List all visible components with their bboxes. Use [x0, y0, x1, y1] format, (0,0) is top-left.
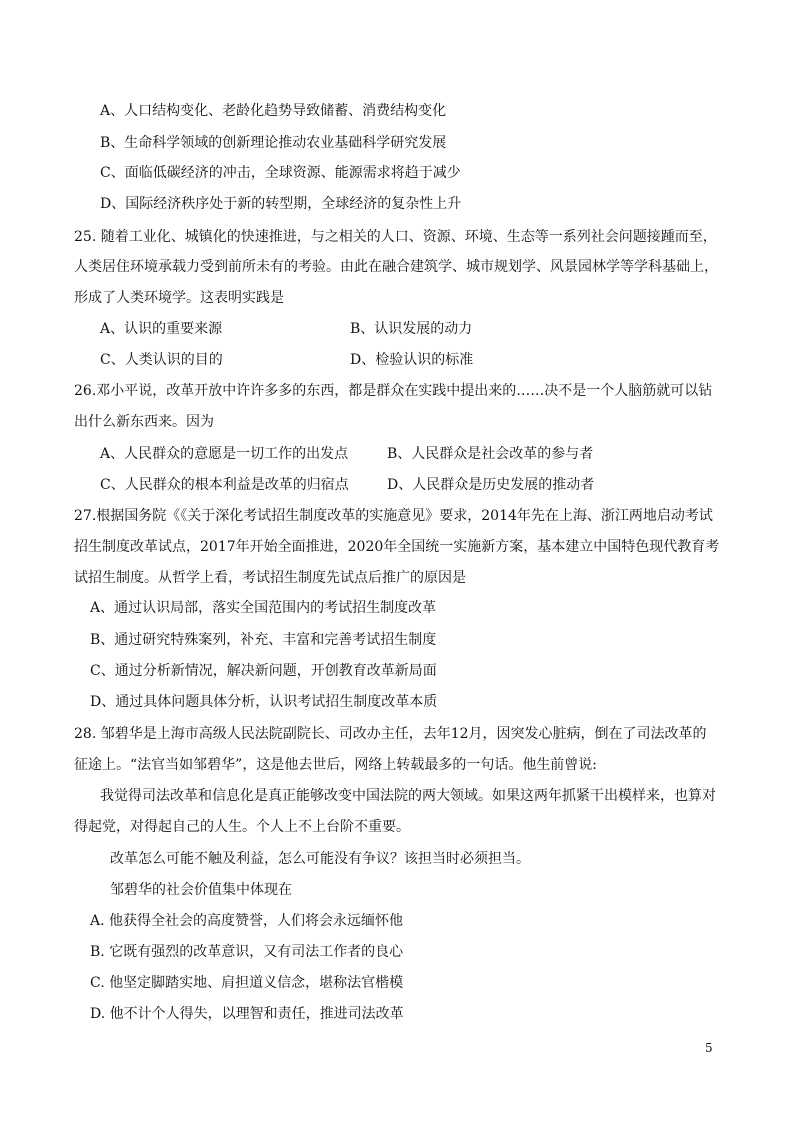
q28-option-b: B. 它既有强烈的改革意识，又有司法工作者的良心	[90, 944, 404, 960]
q24-option-c: C、面临低碳经济的冲击，全球资源、能源需求将趋于减少	[100, 165, 461, 181]
q26-stem-line-1: 26.邓小平说，改革开放中许许多多的东西，都是群众在实践中提出来的……决不是一个人脑筋就可以钻	[74, 383, 713, 399]
q24-option-a: A、人口结构变化、老龄化趋势导致储蓄、消费结构变化	[100, 103, 447, 119]
q28-option-c: C. 他坚定脚踏实地、肩担道义信念，堪称法官楷模	[90, 975, 404, 991]
q28-option-d: D. 他不计个人得失，以理智和责任，推进司法改革	[90, 1006, 404, 1022]
q27-option-b: B、通过研究特殊案列，补充、丰富和完善考试招生制度	[90, 632, 437, 648]
q26-option-d: D、人民群众是历史发展的推动者	[387, 477, 595, 493]
q28-quote-line-3: 改革怎么可能不触及利益，怎么可能没有争议？该担当时必须担当。	[110, 851, 530, 867]
q25-stem-line-1: 25. 随着工业化、城镇化的快速推进，与之相关的人口、资源、环境、生态等一系列社会问题接踵而至，	[74, 229, 717, 245]
q28-option-a: A. 他获得全社会的高度赞誉，人们将会永远缅怀他	[90, 913, 404, 929]
q25-stem-line-2: 人类居住环境承载力受到前所未有的考验。由此在融合建筑学、城市规划学、风景园林学等学科基础上，	[74, 259, 718, 275]
q25-option-c: C、人类认识的目的	[100, 352, 223, 368]
q28-stem-line-1: 28. 邹碧华是上海市高级人民法院副院长、司改办主任，去年12月，因突发心脏病，倒在了司法改革的	[74, 726, 707, 742]
q25-option-b: B、认识发展的动力	[350, 321, 473, 337]
q24-option-d: D、国际经济秩序处于新的转型期，全球经济的复杂性上升	[100, 196, 462, 212]
q25-option-a: A、认识的重要来源	[100, 321, 223, 337]
q27-stem-line-3: 试招生制度。从哲学上看，考试招生制度先试点后推广的原因是	[74, 570, 466, 586]
q27-stem-line-2: 招生制度改革试点，2017年开始全面推进，2020年全国统一实施新方案，基本建立中国特色现代教育考	[74, 539, 720, 555]
q26-option-c: C、人民群众的根本利益是改革的归宿点	[100, 477, 349, 493]
q25-option-d: D、检验认识的标准	[350, 352, 474, 368]
page-number: 5	[705, 1041, 713, 1055]
q27-option-a: A、通过认识局部，落实全国范围内的考试招生制度改革	[90, 600, 437, 616]
q26-stem-line-2: 出什么新东西来。因为	[74, 414, 214, 430]
q24-option-b: B、生命科学领域的创新理论推动农业基础科学研究发展	[100, 135, 447, 151]
q27-option-c: C、通过分析新情况，解决新问题，开创教育改革新局面	[90, 663, 437, 679]
q28-question: 邹碧华的社会价值集中体现在	[110, 882, 292, 898]
q28-quote-line-1: 我觉得司法改革和信息化是真正能够改变中国法院的两大领域。如果这两年抓紧干出模样来，也算对	[100, 788, 716, 804]
q27-option-d: D、通过具体问题具体分析，认识考试招生制度改革本质	[90, 694, 438, 710]
q28-stem-line-2: 征途上。“法官当如邹碧华”，这是他去世后，网络上转载最多的一句话。他生前曾说:	[74, 757, 598, 773]
q26-option-a: A、人民群众的意愿是一切工作的出发点	[100, 446, 349, 462]
q28-quote-line-2: 得起党，对得起自己的人生。个人上不上台阶不重要。	[74, 819, 410, 835]
q27-stem-line-1: 27.根据国务院《《关于深化考试招生制度改革的实施意见》要求，2014年先在上海、浙江两地启动考试	[74, 508, 713, 524]
q26-option-b: B、人民群众是社会改革的参与者	[387, 446, 594, 462]
q25-stem-line-3: 形成了人类环境学。这表明实践是	[74, 290, 284, 306]
